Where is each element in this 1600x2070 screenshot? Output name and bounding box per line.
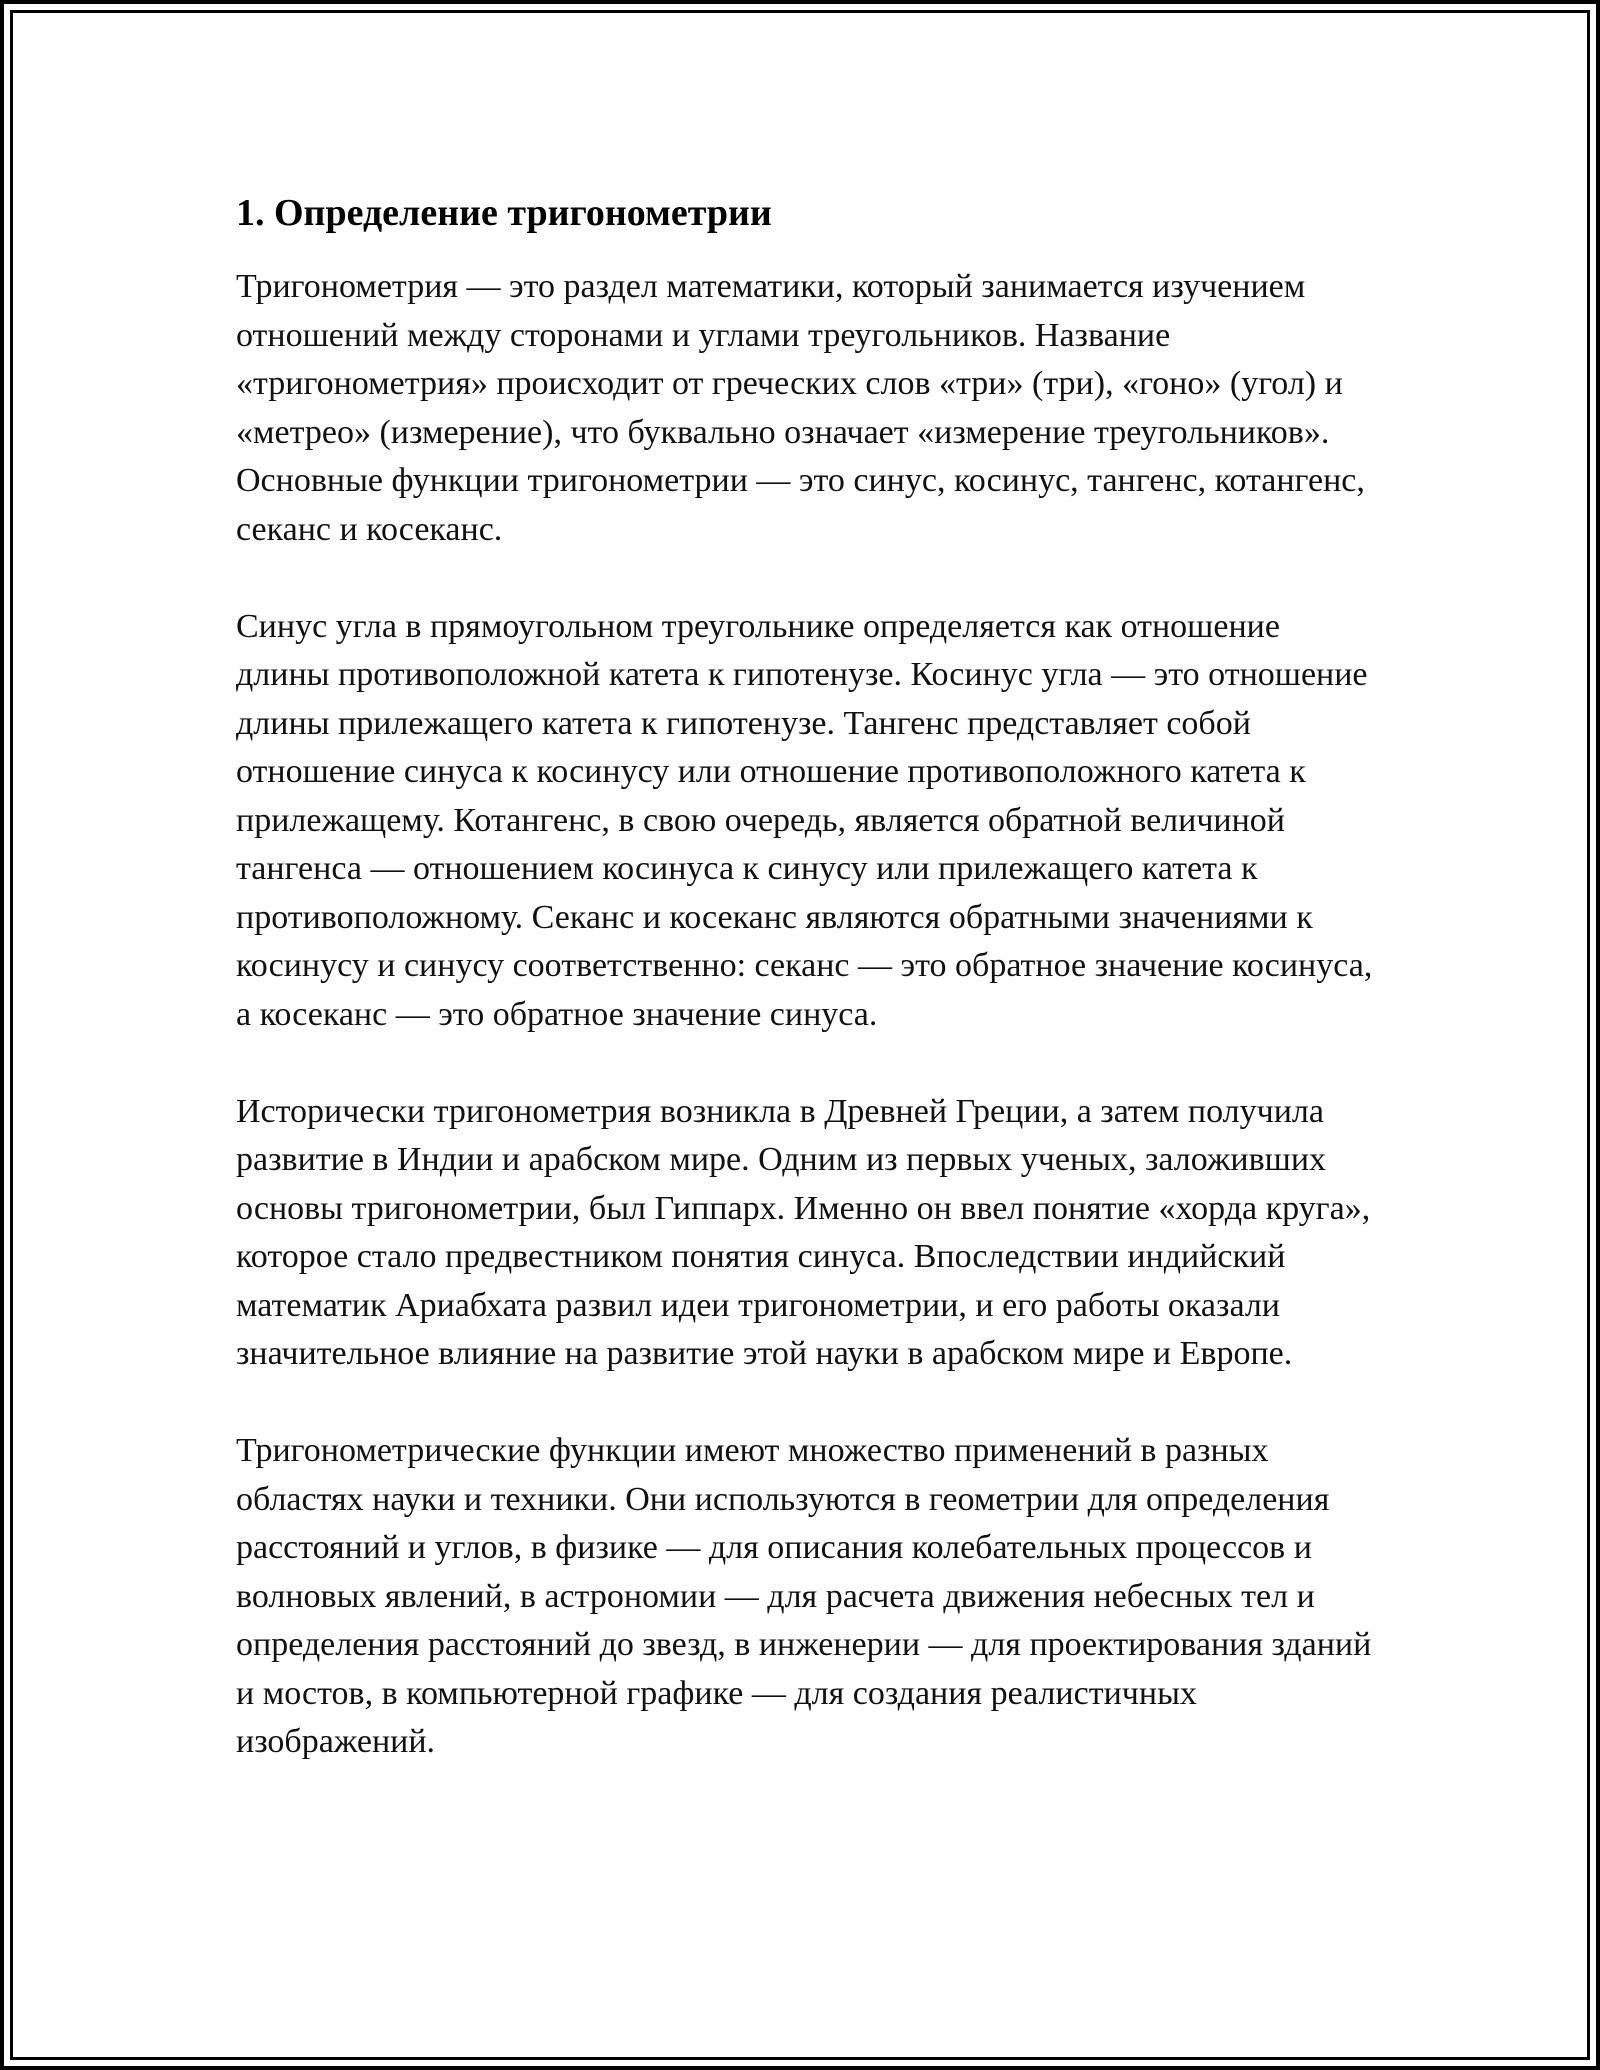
paragraph-history: Исторически тригонометрия возникла в Древней Греции, а затем получила развитие в Индии и арабском мире. Одним из первых ученых, заложивших основы тригонометрии, был Гиппарх. Именно он ввел понятие «хорда круга», которое стало предвестником понятия синуса. Впоследствии индийский математик Ариабхата развил идеи тригонометрии, и его работы оказали значительное влияние на развитие этой науки в арабском мире и Европе. bbox=[236, 1092, 1371, 1372]
paragraph-definition: Тригонометрия — это раздел математики, который занимается изучением отношений между сторонами и углами треугольников. Название «тригонометрия» происходит от греческих слов «три» (три), «гоно» (угол) и «метрео» (измерение), что буквально означает «измерение треугольников». Основные функции тригонометрии — это синус, косинус, тангенс, котангенс, секанс и косеканс. bbox=[236, 268, 1365, 548]
document-body bbox=[236, 185, 1376, 1767]
paragraph-functions: Синус угла в прямоугольном треугольнике определяется как отношение длины противоположной катета к гипотенузе. Косинус угла — это отношение длины прилежащего катета к гипотенузе. Тангенс представляет собой отношение синуса к косинусу или отношение противоположного катета к прилежащему. Котангенс, в свою очередь, является обратной величиной тангенса — отношением косинуса к синусу или прилежащего катета к противоположному. Секанс и косеканс являются обратными значениями к косинусу и синусу соответственно: секанс — это обратное значение косинуса, а косеканс — это обратное значение синуса. bbox=[236, 607, 1373, 1033]
paragraph-applications: Тригонометрические функции имеют множество применений в разных областях науки и техники. Они используются в геометрии для определения расстояний и углов, в физике — для описания колебательных процессов и волновых явлений, в астрономии — для расчета движения небесных тел и определения расстояний до звезд, в инженерии — для проектирования зданий и мостов, в компьютерной графике — для создания реалистичных изображений. bbox=[236, 1432, 1372, 1760]
section-heading: 1. Определение тригонометрии bbox=[236, 192, 772, 234]
